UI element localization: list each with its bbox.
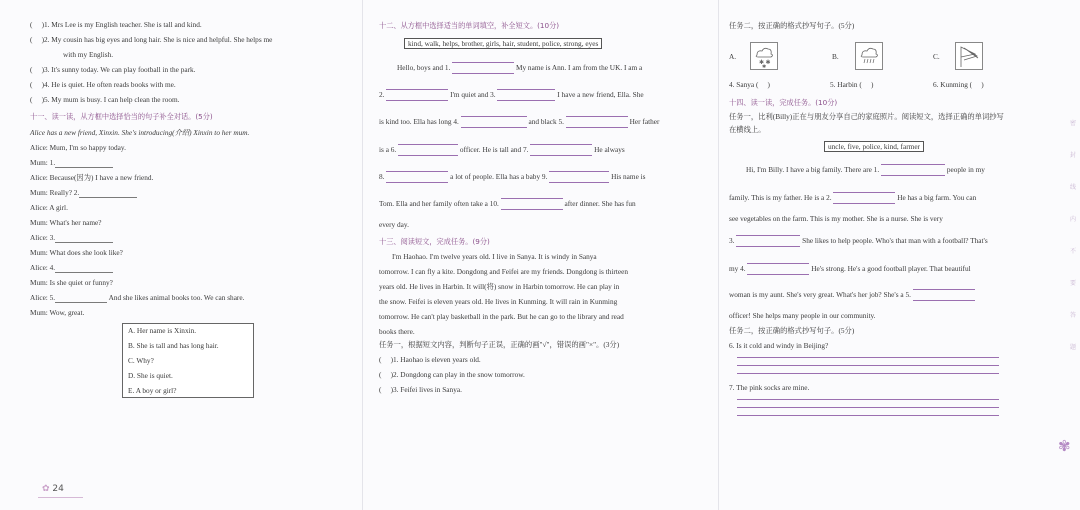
copy-sentence-6: 6. Is it cold and windy in Beijing?	[729, 341, 829, 350]
dialog-text: Really? 2.	[49, 188, 80, 197]
passage-line: tomorrow. He can't play basketball in the park. But he can go to the library and read	[379, 312, 624, 321]
judgment-item	[30, 80, 176, 89]
dialog-line	[30, 173, 153, 183]
answer-blank[interactable]	[881, 165, 945, 174]
dialog-line	[30, 248, 123, 257]
cloze-text: family. This is my father. He is a 2.	[729, 193, 832, 202]
cloze-text: I'm quiet and 3.	[450, 90, 496, 99]
city-item	[933, 80, 984, 89]
city-label: 6. Kunming (	[933, 80, 973, 89]
dialog-text-after: And she likes animal books too. We can share.	[108, 293, 245, 302]
answer-paren-open[interactable]: (	[379, 370, 382, 379]
judge-text: 1. Haohao is eleven years old.	[393, 355, 481, 364]
passage-line: tomorrow. I can fly a kite. Dongdong and Feifei are my friends. Dongdong is thirteen	[379, 267, 628, 276]
answer-paren-close[interactable]: )	[870, 80, 874, 89]
answer-space[interactable]	[381, 370, 390, 379]
city-label: 5. Harbin (	[830, 80, 862, 89]
rain-weather-icon	[855, 42, 883, 70]
answer-paren-close[interactable]: )	[767, 80, 770, 89]
cloze-line	[379, 199, 636, 208]
item-text: with my English.	[63, 50, 114, 59]
answer-blank[interactable]	[386, 90, 448, 99]
task-1-instruction-right-cont: 在横线上。	[729, 125, 766, 134]
judgment-item	[63, 50, 113, 59]
answer-paren-close[interactable]: )	[981, 80, 984, 89]
cloze-text: He always	[594, 145, 625, 154]
answer-paren-open[interactable]: (	[30, 95, 33, 104]
page-number-block	[42, 484, 64, 494]
judgment-item	[30, 35, 272, 44]
cloze-line	[729, 290, 975, 299]
answer-space[interactable]	[32, 95, 41, 104]
answer-space[interactable]	[32, 65, 41, 74]
judge-item	[379, 385, 462, 394]
city-item	[830, 80, 873, 89]
cloze-text: Her father	[629, 117, 660, 126]
writing-line[interactable]	[737, 415, 999, 416]
answer-blank[interactable]	[549, 172, 609, 181]
city-label: 4. Sanya (	[729, 80, 759, 89]
cloze-line	[729, 311, 876, 320]
cloze-text: He has a big farm. You can	[897, 193, 977, 202]
cloze-line	[379, 117, 659, 126]
choice-c-label: C.	[933, 52, 940, 61]
cloze-line	[729, 193, 976, 202]
option-item: B. She is tall and has long hair.	[128, 341, 219, 350]
judge-item	[379, 370, 525, 379]
cloze-text: She likes to help people. Who's that man with a football? That's	[802, 236, 988, 245]
cloze-text: His name is	[611, 172, 646, 181]
speaker: Mum:	[30, 218, 50, 227]
seal-char: 不	[1069, 248, 1076, 255]
answer-blank[interactable]	[501, 199, 563, 208]
dialog-text: 4.	[49, 263, 56, 272]
dialog-text: 5.	[49, 293, 56, 302]
choice-a-label: A.	[729, 52, 737, 61]
dialog-text: What's her name?	[49, 218, 102, 227]
answer-blank[interactable]	[736, 236, 800, 245]
cloze-line	[729, 236, 988, 245]
answer-blank[interactable]	[55, 158, 113, 168]
answer-space[interactable]	[381, 385, 390, 394]
answer-paren-open[interactable]: (	[379, 355, 382, 364]
judge-item	[379, 355, 481, 364]
answer-paren-close[interactable]: )	[41, 80, 44, 89]
answer-space[interactable]	[758, 80, 767, 89]
answer-blank[interactable]	[386, 172, 448, 181]
cloze-text: woman is my aunt. She's very great. What's her job? She's a 5.	[729, 290, 911, 299]
wind-weather-icon	[955, 42, 983, 70]
svg-text:✱: ✱	[762, 65, 767, 69]
answer-paren-close[interactable]: )	[390, 355, 393, 364]
judgment-item	[30, 95, 180, 104]
speaker: Alice:	[30, 143, 50, 152]
snow-weather-icon	[750, 42, 778, 70]
writing-line[interactable]	[737, 407, 999, 408]
answer-blank[interactable]	[747, 264, 809, 273]
dialog-intro: Alice has a new friend, Xinxin. She's introducing(介绍) Xinxin to her mum.	[30, 128, 250, 137]
options-box	[122, 323, 254, 398]
answer-paren-open[interactable]: (	[30, 80, 33, 89]
speaker: Alice:	[30, 293, 50, 302]
cloze-text: every day.	[379, 220, 409, 229]
judge-text: 3. Feifei lives in Sanya.	[393, 385, 462, 394]
passage-line: books there.	[379, 327, 415, 336]
page-decoration-icon: ✿	[42, 484, 50, 494]
cloze-text: 3.	[729, 236, 735, 245]
answer-blank[interactable]	[79, 188, 137, 198]
cloze-text: is a 6.	[379, 145, 397, 154]
section-12-heading: 十二、从方框中选择适当的单词填空，补全短文。(10分)	[379, 21, 560, 30]
cloze-text: a lot of people. Ella has a baby 9.	[450, 172, 548, 181]
cloze-line	[746, 165, 985, 174]
seal-char: 密	[1069, 120, 1076, 127]
answer-paren-open[interactable]: (	[30, 65, 33, 74]
dialog-line	[30, 158, 113, 168]
word-box-12: kind, walk, helps, brother, girls, hair, student, police, strong, eyes	[404, 38, 602, 49]
section-11-heading: 十一、读一读，从方框中选择恰当的句子补全对话。(5分)	[30, 112, 213, 121]
answer-paren-close[interactable]: )	[41, 65, 44, 74]
judgment-item	[30, 20, 202, 29]
speaker: Alice:	[30, 173, 50, 182]
answer-paren-open[interactable]: (	[30, 35, 33, 44]
answer-paren-close[interactable]: )	[390, 370, 393, 379]
speaker: Mum:	[30, 188, 50, 197]
task-2-copy-instruction: 任务二，按正确的格式抄写句子。(5分)	[729, 326, 855, 335]
answer-blank[interactable]	[497, 90, 555, 99]
cloze-text: Hello, boys and 1.	[397, 63, 451, 72]
city-item	[729, 80, 770, 89]
word-box-14: uncle, five, police, kind, farmer	[824, 141, 924, 152]
page-number: 24	[52, 484, 64, 494]
answer-blank[interactable]	[461, 117, 527, 126]
cloze-text: I have a new friend, Ella. She	[557, 90, 644, 99]
speaker: Mum:	[30, 248, 50, 257]
dialog-text: 3.	[49, 233, 56, 242]
dialog-line	[30, 278, 113, 287]
answer-blank[interactable]	[566, 117, 628, 126]
cloze-line	[379, 220, 409, 229]
cloze-text: after dinner. She has fun	[564, 199, 636, 208]
answer-space[interactable]	[862, 80, 874, 89]
dialog-line	[30, 308, 84, 317]
dialog-line	[30, 293, 244, 303]
answer-blank[interactable]	[398, 145, 458, 154]
dialog-line	[30, 203, 68, 212]
seal-char: 线	[1069, 184, 1076, 191]
cloze-line	[729, 264, 971, 273]
flower-decoration-icon: ✾	[1058, 439, 1071, 455]
cloze-line	[379, 172, 646, 181]
cloze-line	[379, 90, 644, 99]
task-1-instruction-right: 任务一，比利(Billy)正在与朋友分享自己的家庭照片。阅读短文，选择正确的单词抄写	[729, 112, 1004, 121]
dialog-text: Because(因为) I have a new friend.	[49, 173, 154, 182]
cloze-line	[397, 63, 642, 72]
answer-space[interactable]	[972, 80, 984, 89]
choice-b-label: B.	[832, 52, 839, 61]
dialog-line	[30, 218, 102, 227]
answer-space[interactable]	[32, 80, 41, 89]
answer-paren-close[interactable]: )	[41, 35, 44, 44]
item-text: 5. My mum is busy. I can help clean the room.	[44, 95, 180, 104]
item-text: 4. He is quiet. He often reads books with me.	[44, 80, 176, 89]
writing-line[interactable]	[737, 399, 999, 400]
answer-blank[interactable]	[55, 233, 113, 243]
section-14-heading: 十四、读一读，完成任务。(10分)	[729, 98, 838, 107]
answer-paren-open[interactable]: (	[379, 385, 382, 394]
dialog-line	[30, 143, 126, 152]
answer-blank[interactable]	[530, 145, 592, 154]
option-item: C. Why?	[128, 356, 154, 365]
seal-char: 要	[1069, 280, 1076, 287]
page-number-underline	[38, 497, 83, 498]
answer-blank[interactable]	[55, 263, 113, 273]
cloze-text: He's strong. He's a good football player. That beautiful	[811, 264, 971, 273]
cloze-text: 8.	[379, 172, 385, 181]
cloze-text: and black 5.	[528, 117, 564, 126]
dialog-text: A girl.	[49, 203, 68, 212]
answer-space[interactable]	[32, 20, 41, 29]
dialog-line	[30, 233, 113, 243]
writing-line[interactable]	[737, 365, 999, 366]
cloze-text: My name is Ann. I am from the UK. I am a	[515, 63, 643, 72]
judge-text: 2. Dongdong can play in the snow tomorrow.	[393, 370, 525, 379]
answer-paren-close[interactable]: )	[390, 385, 393, 394]
writing-line[interactable]	[737, 373, 999, 374]
seal-char: 封	[1069, 152, 1076, 159]
speaker: Mum:	[30, 278, 50, 287]
dialog-text: 1.	[49, 158, 56, 167]
seal-char: 答	[1069, 312, 1076, 319]
speaker: Alice:	[30, 263, 50, 272]
speaker: Mum:	[30, 158, 50, 167]
dialog-line	[30, 188, 137, 198]
dialog-text: What does she look like?	[49, 248, 123, 257]
dialog-text: Mum, I'm so happy today.	[49, 143, 126, 152]
answer-space[interactable]	[32, 35, 41, 44]
seal-char: 题	[1069, 344, 1076, 351]
speaker: Alice:	[30, 233, 50, 242]
section-13-heading: 十三、阅读短文，完成任务。(9分)	[379, 237, 490, 246]
passage-line: I'm Haohao. I'm twelve years old. I live in Sanya. It is windy in Sanya	[392, 252, 597, 261]
svg-text:✱ ✱: ✱ ✱	[759, 60, 771, 66]
answer-blank[interactable]	[913, 290, 975, 299]
cloze-text: is kind too. Ella has long 4.	[379, 117, 459, 126]
speaker: Alice:	[30, 203, 50, 212]
option-item: E. A boy or girl?	[128, 386, 177, 395]
answer-paren-open[interactable]: (	[30, 20, 33, 29]
dialog-line	[30, 263, 113, 273]
seal-char: 内	[1069, 216, 1076, 223]
task-2-instruction: 任务二，按正确的格式抄写句子。(5分)	[729, 21, 855, 30]
item-text: 3. It's sunny today. We can play football in the park.	[44, 65, 196, 74]
column-divider	[718, 0, 719, 510]
writing-line[interactable]	[737, 357, 999, 358]
cloze-line	[379, 145, 625, 154]
answer-space[interactable]	[381, 355, 390, 364]
passage-line: the snow. Feifei is eleven years old. He lives in Kunming. It will rain in Kunming	[379, 297, 618, 306]
answer-blank[interactable]	[833, 193, 895, 202]
option-item: A. Her name is Xinxin.	[128, 326, 197, 335]
speaker: Mum:	[30, 308, 50, 317]
passage-line: years old. He lives in Harbin. It will(将) snow in Harbin tomorrow. He can play in	[379, 282, 620, 291]
cloze-text: see vegetables on the farm. This is my mother. She is a nurse. She is very	[729, 214, 943, 223]
dialog-text: Is she quiet or funny?	[49, 278, 113, 287]
judgment-item	[30, 65, 196, 74]
option-item: D. She is quiet.	[128, 371, 173, 380]
cloze-text: officer! She helps many people in our community.	[729, 311, 876, 320]
cloze-text: Hi, I'm Billy. I have a big family. There are 1.	[746, 165, 880, 174]
copy-sentence-7: 7. The pink socks are mine.	[729, 383, 810, 392]
cloze-text: officer. He is tall and 7.	[459, 145, 529, 154]
answer-paren-close[interactable]: )	[41, 95, 44, 104]
item-text: 2. My cousin has big eyes and long hair. She is nice and helpful. She helps me	[44, 35, 273, 44]
dialog-text: Wow, great.	[49, 308, 85, 317]
cloze-text: my 4.	[729, 264, 746, 273]
cloze-text: 2.	[379, 90, 385, 99]
item-text: 1. Mrs Lee is my English teacher. She is tall and kind.	[44, 20, 202, 29]
task-1-instruction: 任务一，根据短文内容，判断句子正误，正确的画"√"，错误的画"×"。(3分)	[379, 340, 620, 349]
cloze-text: Tom. Ella and her family often take a 10.	[379, 199, 499, 208]
answer-blank[interactable]	[55, 293, 107, 303]
cloze-line	[729, 214, 943, 223]
column-divider	[362, 0, 363, 510]
answer-paren-close[interactable]: )	[41, 20, 44, 29]
cloze-text: people in my	[946, 165, 985, 174]
answer-blank[interactable]	[452, 63, 514, 72]
